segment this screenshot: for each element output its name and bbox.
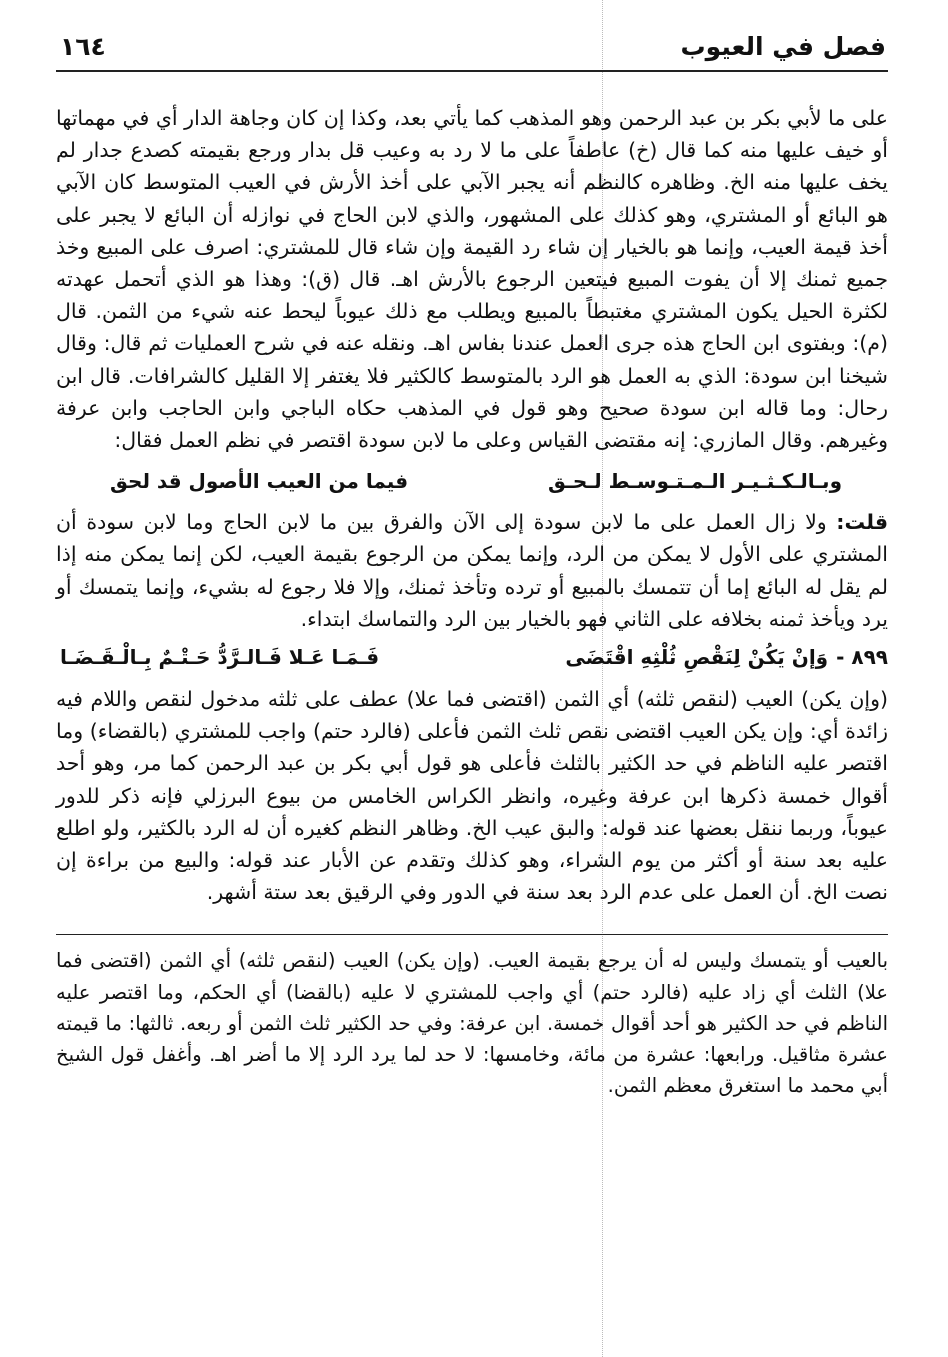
verse-1-second-hemistich: فيما من العيب الأصول قد لحق	[110, 469, 409, 494]
paragraph-1: على ما لأبي بكر بن عبد الرحمن وهو المذهب كما يأتي بعد، وكذا إن كان وجاهة الدار أي في مهماتها أو خيف عليها منه كما قال (خ) عاطفاً على ما لا رد به وعيب قل بدار ورجع بقيمته كصدع جدار لم يخف عليها منه الخ. وظاهره كالنظم أنه يجبر الآبي على أخذ الأرش في العيب المتوسط كان الآبي هو البائع أو المشتري، وهو كذلك على المشهور، والذي لابن الحاج في نوازله أن البائع لا يجبر على أخذ قيمة العيب، وإنما هو بالخيار إن شاء رد القيمة وإن شاء قال للمشتري: اصرف على المبيع وخذ جميع ثمنك إلا أن يفوت المبيع فيتعين الرجوع بالأرش اهـ. قال (ق): وهذا هو الذي أتحمل عهدته لكثرة الحيل يكون المشتري مغتبطاً بالمبيع ويطلب مع ذلك عيوباً ليحط عنه شيء من الثمن. قال (م): وبفتوى ابن الحاج هذه جرى العمل عندنا بفاس اهـ. ونقله عنه في شرح العمليات ثم قال: وقال شيخنا ابن سودة: الذي به العمل هو الرد بالمتوسط كالكثير فلا يغتفر إلا القليل كالشرافات. قال ابن رحال: وما قاله ابن سودة صحيح وهو قول في المذهب حكاه الباجي وابن الحاجب وابن عرفة وغيرهم. وقال المازري: إنه مقتضى القياس وعلى ما لابن سودة اقتصر في نظم العمل فقال:	[56, 106, 888, 453]
verse-899-first-hemistich: وَإنْ يَكُنْ لِنَقْصِ ثُلْثِهِ اقْتَضَى	[565, 645, 829, 670]
verse-1-first-hemistich: وبـالـكـثـيـر الـمـتـوسـط لـحـق	[548, 469, 842, 494]
verse-number: ٨٩٩ -	[836, 645, 888, 670]
footnote-text: بالعيب أو يتمسك وليس له أن يرجع بقيمة العيب. (وإن يكن) العيب (لنقص ثلثه) أي الثمن (اقتضى فما علا) الثلث أي زاد عليه (فالرد حتم) أي واجب للمشتري لا عليه (بالقضا) أي الحكم، وما اقتصر عليه الناظم في حد الكثير هو أحد أقوال خمسة. ابن عرفة: وفي حد الكثير ثلث الثمن أو ربعه. ثالثها: ما قيمته عشرة مثاقيل. ورابعها: عشرة من مائة، وخامسها: لا حد لما يرد الرد إلا ما أضر اهـ. وأغفل قول الشيخ أبي محمد ما استغرق معظم الثمن.	[56, 949, 888, 1098]
paragraph-2-label: قلت:	[836, 510, 888, 535]
poem-verse-1	[56, 456, 888, 506]
chapter-title: فصل في العيوب	[680, 32, 886, 61]
footnote	[56, 945, 888, 1101]
poem-verse-899	[56, 635, 888, 679]
page-number: ١٦٤	[60, 32, 106, 61]
paragraph-2	[56, 506, 888, 635]
main-text	[56, 102, 888, 908]
verse-899-second-hemistich: فَـمَـا عَـلا فَـالـرَّدُّ حَـتْـمٌ بِـالْـقَـضَـا	[60, 645, 380, 670]
book-page	[56, 22, 888, 1337]
page-header	[56, 22, 888, 70]
header-rule	[56, 70, 888, 72]
paragraph-3: (وإن يكن) العيب (لنقص ثلثه) أي الثمن (اقتضى فما علا) عطف على ثلثه مدخول لنقص واللام فيه زائدة أي: وإن يكن العيب اقتضى نقص ثلث الثمن فأعلى (فالرد حتم) واجب للمشتري (بالقضاء) وما اقتصر عليه الناظم في حد الكثير بالثلث فأعلى هو قول أبي بكر بن عبد الرحمن كما مر، وهو أحد أقوال خمسة ذكرها ابن عرفة وغيره، وانظر الكراس الخامس من بيوع البرزلي فإنه ذكر للدور عيوباً، وربما ننقل بعضها عند قوله: والبق عيب الخ. وظاهر النظم كغيره أن له الرد بالكثير، ولو اطلع عليه بعد سنة أو أكثر من يوم الشراء، وهو كذلك وتقدم عن الأبار عند قوله: والبيع من براءة إن نصت الخ. أن العمل على عدم الرد بعد سنة في الدور وفي الرقيق بعد ستة أشهر.	[56, 687, 888, 905]
paragraph-2-text: ولا زال العمل على ما لابن سودة إلى الآن والفرق بين ما لابن الحاج وما لابن سودة أن المشتري على الأول لا يمكن من الرد، وإنما يمكن من الرجوع بقيمة العيب، لكن إنما يمكن منه إذا لم يقل له البائع إما أن تتمسك بالمبيع أو ترده وتأخذ ثمنك، وإلا فلا رجوع له بشيء، وإنما يتمسك أو يرد ويأخذ ثمنه بخلافه على الثاني فهو بالخيار بين الرد والتماسك ابتداء.	[56, 510, 888, 631]
footnote-separator	[56, 934, 888, 935]
